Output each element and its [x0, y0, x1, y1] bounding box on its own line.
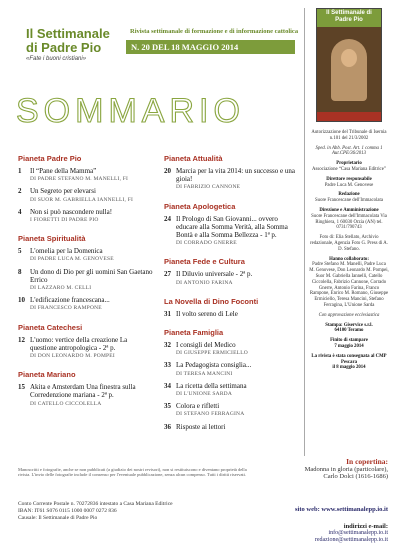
article-title: Il “Pane della Mamma”	[30, 167, 97, 175]
postal-account-line: Conto Corrente Postale n. 70272836 intestato a Casa Mariana Editrice	[18, 501, 173, 507]
page-number: 31	[164, 309, 171, 318]
section-name: Padre Pio	[46, 154, 82, 163]
entry-text	[176, 361, 300, 377]
toc-entry[interactable]	[164, 361, 300, 377]
page-number: 12	[18, 335, 25, 344]
entry-text	[30, 336, 154, 361]
iban-line: IBAN: IT61 S076 0115 1000 0007 0272 836	[18, 507, 117, 514]
disclaimer-text: Manoscritti e fotografie, anche se non pubblicati (a giudizio dei nostri revisori), non si restituiscono e diventano proprietà della rivista. L'invio delle fotografie include il consenso per l'eventuale pubblicazione, senza alcun compenso. Tutti i diritti riservati.	[18, 467, 247, 478]
delivery-date: il 8 maggio 2014	[332, 365, 366, 371]
article-author: DI FRANCESCO RAMPONE	[30, 305, 102, 312]
article-author: DI ANTONIO FARINA	[176, 279, 233, 286]
article-author: DI DON LEONARDO M. POMPEI	[30, 353, 115, 360]
entry-text	[176, 423, 300, 431]
delivery-label: La rivista è stata consegnata al CMP Pescara	[311, 353, 387, 365]
postal-text: Sped. in Abb. Post. Art. 1 comma 1 Aut.CPE/36/2013	[315, 145, 383, 157]
article-title: Un dono di Dio per gli uomini San Gaetano Errico	[30, 267, 153, 284]
magazine-description: Rivista settimanale di formazione e di informazione cattolica	[130, 28, 299, 35]
administration-value: Suore Francescane dell'Immacolata Via Ringhiera, 1 60030 Orzia (AN) tel. 0731/790743	[311, 213, 387, 231]
section-prefix: Pianeta	[18, 370, 47, 380]
entry-text	[176, 382, 300, 398]
article-title: Risposte ai lettori	[176, 422, 226, 431]
colophon-sidebar	[304, 8, 391, 456]
article-author: DI STEFANO FERRAGINA	[176, 411, 245, 418]
entry-text	[30, 208, 154, 224]
section-heading	[164, 257, 300, 266]
section-name: Apologetica	[192, 201, 236, 211]
cover-caption	[282, 458, 388, 481]
page-number: 34	[164, 381, 171, 390]
director-value: Padre Luca M. Genovese	[324, 182, 374, 188]
administration-label: Direzione e Amministrazione	[319, 207, 379, 213]
page-number: 4	[18, 207, 22, 216]
director-label: Direttore responsabile	[326, 176, 372, 182]
page-number: 8	[18, 267, 22, 276]
website-link[interactable]: sito web: www.settimanalepp.io.it	[295, 506, 388, 513]
toc-entry[interactable]	[18, 383, 154, 408]
toc-entry[interactable]	[164, 382, 300, 398]
section-prefix: Pianeta	[18, 322, 47, 332]
entry-text	[176, 341, 300, 357]
section-prefix: Pianeta	[164, 154, 193, 163]
page-number: 20	[164, 167, 171, 175]
article-author: DI GIUSEPPE ERMICIELLO	[176, 350, 248, 357]
article-title: Il Prologo di San Giovanni... ovvero educare alla Somma Verità, alla Somma Bontà e alla Somma Bellezza - 1ª p.	[176, 214, 288, 240]
toc-entry[interactable]	[164, 310, 300, 318]
section-heading	[18, 234, 154, 243]
section-prefix: Pianeta	[18, 234, 47, 244]
page-number: 15	[18, 383, 25, 392]
toc-entry[interactable]	[164, 270, 300, 286]
toc-entry[interactable]	[18, 336, 154, 361]
editorial-value: Suore Francescane dell'Immacolata	[315, 198, 383, 204]
section-prefix: Pianeta	[18, 154, 47, 163]
article-title: L'omelia per la Domenica	[30, 247, 103, 256]
toc-entry[interactable]	[164, 402, 300, 418]
toc-entry[interactable]	[164, 423, 300, 431]
section-heading	[164, 202, 300, 211]
toc-entry[interactable]	[18, 167, 154, 183]
contributors-value: Padre Stefano M. Manelli, Padre Luca M. Genovese, Don Leonardo M. Pompei, Suor M. Gabriella Iannelli, Catello Ciccolella, Fabrizio Cannone, Corrado Gnerre, Antonio Farina, Franco Rampone, Enrico M. Romano, Giuseppe Ermiciello, Teresa Mancini, Stefano Ferragina, L'Unione Sarda	[309, 262, 389, 308]
entry-text	[30, 187, 154, 203]
cover-face	[341, 49, 357, 67]
page-number: 2	[18, 187, 22, 196]
article-author: DI FABRIZIO CANNONE	[176, 184, 241, 191]
article-author: DI LAZZARO M. CELLI	[30, 285, 92, 292]
article-author: I FIORETTI DI PADRE PIO	[30, 217, 99, 224]
article-author: DI PADRE STEFANO M. MANELLI, FI	[30, 176, 129, 183]
toc-entry[interactable]	[18, 268, 154, 293]
page-number: 27	[164, 270, 171, 279]
entry-text	[176, 215, 300, 248]
page-number: 24	[164, 214, 171, 223]
article-title: La Pedagogista consiglia...	[176, 361, 252, 370]
section-name: Spiritualità	[46, 234, 86, 244]
printer-label: Stampa: Giservice s.r.l.	[325, 322, 373, 328]
page-number: 5	[18, 247, 22, 256]
section-prefix: Pianeta	[164, 328, 193, 338]
toc-entry[interactable]	[164, 167, 300, 192]
printer-value: 64100 Teramo	[334, 328, 364, 334]
article-title: La ricetta della settimana	[176, 381, 247, 390]
printed-date: 7 maggio 2014	[334, 343, 364, 349]
section-heading	[164, 328, 300, 337]
page-number: 1	[18, 167, 22, 175]
section-name: Attualità	[192, 154, 223, 163]
article-title: L'edificazione francescana...	[30, 296, 110, 305]
toc-entry[interactable]	[164, 341, 300, 357]
article-author: DI PADRE LUCA M. GENOVESE	[30, 256, 114, 263]
section-name: Novella di Dino Foconti	[174, 296, 259, 306]
section-heading	[164, 297, 300, 306]
causale-line: Causale: Il Settimanale di Padre Pio	[18, 514, 98, 521]
cover-band	[317, 112, 381, 121]
section-name: Fede e Cultura	[192, 257, 245, 267]
article-title: Marcia per la vita 2014: un successo e una gioia!	[176, 167, 295, 184]
editorial-label: Redazione	[338, 192, 360, 198]
logo-tagline: «Fate i buoni cristiani»	[26, 56, 87, 62]
postal-account-info	[18, 501, 256, 521]
article-author: DI CORRADO GNERRE	[176, 240, 237, 247]
entry-text	[30, 167, 154, 183]
email-link[interactable]: info@settimanalepp.io.it	[328, 530, 388, 536]
article-title: L'uomo: vertice della creazione La questione antropologica - 2ª p.	[30, 335, 128, 352]
entry-text	[30, 268, 154, 293]
section-name: Mariano	[46, 370, 76, 380]
printed-label: Finito di stampare	[330, 338, 368, 344]
page-number: 10	[18, 296, 25, 305]
section-heading	[18, 323, 154, 332]
article-title: Akita e Amsterdam Una finestra sulla Corredenzione mariana - 2ª p.	[30, 383, 136, 400]
toc-entry[interactable]	[18, 247, 154, 263]
entry-text	[176, 402, 300, 418]
cover-caption-line: Madonna in gloria (particolare),	[304, 465, 388, 473]
authorization-text: Autorizzazione del Tribunale di Isernia n.101 del 21/3/2002	[311, 130, 387, 141]
masthead	[18, 20, 300, 72]
email-label: indirizzi e-mail:	[343, 523, 388, 530]
toc-left-column	[18, 154, 154, 408]
cover-caption-line: Carlo Dolci (1616-1686)	[323, 473, 388, 480]
article-author: DI L'UNIONE SARDA	[176, 391, 233, 398]
section-heading	[164, 154, 300, 163]
section-heading	[18, 370, 154, 379]
photo-credits: Foto di: Elia Stellato, Archivio redazionale, Agenzia Foto G. Press di A. D. Stefano.	[310, 235, 388, 252]
page-number: 36	[164, 422, 171, 431]
entry-text	[176, 270, 300, 286]
section-prefix: Pianeta	[164, 201, 193, 211]
entry-text	[176, 310, 300, 318]
entry-text	[176, 167, 300, 192]
article-title: Il volto sereno di Lele	[176, 309, 238, 318]
contributors-label: Hanno collaborato:	[329, 256, 369, 262]
toc-right-column	[164, 154, 300, 431]
section-name: Catechesi	[46, 322, 83, 332]
logo-title-line2: di Padre Pio	[26, 40, 102, 55]
article-title: I consigli del Medico	[176, 341, 236, 350]
cover-masthead: Il Settimanale di Padre Pio	[317, 9, 381, 27]
cover-caption-heading: In copertina:	[346, 457, 388, 466]
page-number: 32	[164, 341, 171, 350]
contact-info	[262, 506, 388, 544]
section-heading	[18, 154, 154, 163]
article-author: DI CATELLO CICCOLELLA	[30, 400, 102, 407]
logo-title-line1: Il Settimanale	[26, 26, 110, 41]
article-title: Un Segreto per elevarsi	[30, 187, 96, 196]
email-link[interactable]: redazione@settimanalepp.io.it	[314, 537, 388, 543]
section-name: Famiglia	[192, 328, 224, 338]
owner-label: Proprietario	[336, 161, 362, 167]
article-title: Il Diluvio universale - 2ª p.	[176, 270, 253, 279]
table-of-contents	[18, 154, 302, 454]
entry-text	[30, 383, 154, 408]
ecclesiastical-approval: Con approvazione ecclesiastica	[318, 312, 380, 318]
issue-number-bar: N. 20 DEL 18 MAGGIO 2014	[126, 40, 295, 54]
section-prefix: La	[164, 296, 175, 306]
page-number: 33	[164, 361, 171, 370]
section-prefix: Pianeta	[164, 257, 193, 267]
page-number: 35	[164, 402, 171, 411]
article-title: Colora e rifletti	[176, 402, 220, 411]
toc-entry[interactable]	[18, 296, 154, 312]
toc-entry[interactable]	[18, 208, 154, 224]
page-title: SOMMARIO	[16, 92, 245, 130]
toc-entry[interactable]	[18, 187, 154, 203]
article-author: DI SUOR M. GABRIELLA IANNELLI, FI	[30, 196, 133, 203]
article-title: Non si può nascondere nulla!	[30, 207, 113, 216]
entry-text	[30, 296, 154, 312]
cover-thumbnail	[316, 8, 382, 122]
entry-text	[30, 247, 154, 263]
owner-value: Associazione “Casa Mariana Editrice”	[312, 166, 386, 172]
colophon-text	[309, 130, 389, 375]
article-author: DI TERESA MANCINI	[176, 370, 233, 377]
toc-entry[interactable]	[164, 215, 300, 248]
